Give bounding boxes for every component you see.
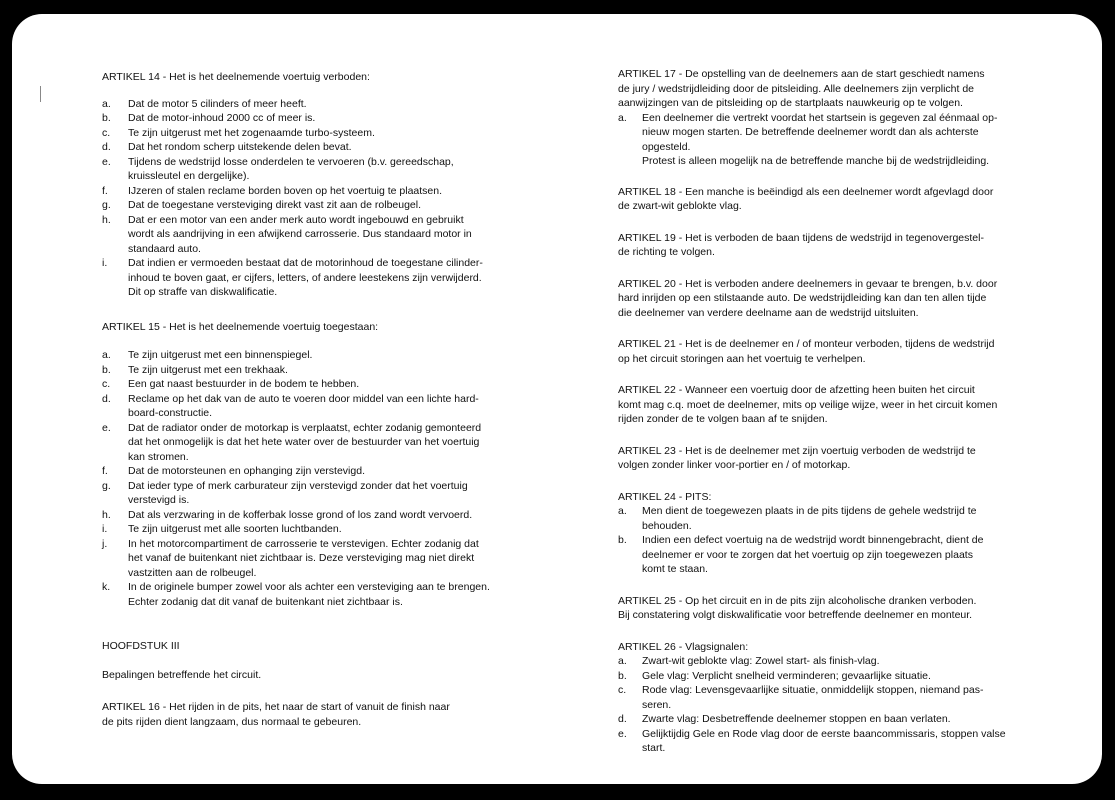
list-item bbox=[102, 537, 542, 581]
article-22: ARTIKEL 22 - Wanneer een voertuig door de afzetting heen buiten het circuit komt mag c.q. moet de deelnemer, mits op veilige wijze, weer in het circuit komen rijden zonder de te volgen baan af te snijden. bbox=[618, 384, 998, 425]
list-item-letter: h. bbox=[102, 508, 111, 521]
list-item bbox=[102, 111, 542, 126]
article-14 bbox=[102, 70, 542, 300]
margin-mark bbox=[40, 86, 41, 102]
list-item-text: Dat de radiator onder de motorkap is verplaatst, echter zodanig gemonteerd dat het onmogelijk is dat het hete water over de bestuurder van het voertuig kan stromen. bbox=[128, 421, 482, 463]
list-item-text: Zwarte vlag: Desbetreffende deelnemer stoppen en baan verlaten. bbox=[642, 713, 951, 725]
list-item-letter: c. bbox=[102, 126, 111, 139]
article-14-heading: ARTIKEL 14 - Het is het deelnemende voertuig verboden: bbox=[102, 71, 370, 83]
list-item bbox=[102, 421, 542, 465]
list-item bbox=[102, 184, 542, 199]
list-item bbox=[618, 504, 1048, 533]
article-25: ARTIKEL 25 - Op het circuit en in de pits zijn alcoholische dranken verboden. Bij constatering volgt diskwalificatie voor betreffende deelnemer en monteur. bbox=[618, 594, 977, 621]
list-item-letter: d. bbox=[102, 392, 111, 405]
article-14-list bbox=[102, 97, 542, 300]
list-item-letter: f. bbox=[102, 184, 108, 197]
list-item-text: Gelijktijdig Gele en Rode vlag door de eerste baancommissaris, stoppen valse start. bbox=[642, 727, 1006, 754]
chapter-subheading: Bepalingen betreffende het circuit. bbox=[102, 668, 262, 681]
right-column bbox=[618, 14, 1048, 770]
article-20: ARTIKEL 20 - Het is verboden andere deelnemers in gevaar te brengen, b.v. door hard inrijden op een stilstaande auto. De wedstrijdleiding kan dan ten allen tijde die deelnemer van verdere deelname aan de wedstrijd uitsluiten. bbox=[618, 277, 998, 319]
list-item-letter: a. bbox=[618, 505, 627, 517]
list-item-text: Een deelnemer die vertrekt voordat het startsein is gegeven zal éénmaal op- nieuw mogen starten. De betreffende deelnemer wordt dan als achterste opgesteld. Protest is alleen mogelijk na de betreffende manche bij de wedstrijdleiding. bbox=[642, 111, 998, 167]
list-item bbox=[102, 392, 542, 421]
list-item-text: Dat de motorsteunen en ophanging zijn verstevigd. bbox=[128, 465, 365, 477]
list-item-letter: c. bbox=[618, 684, 627, 696]
article-17 bbox=[618, 67, 1048, 169]
list-item bbox=[618, 727, 1048, 756]
list-item-letter: a. bbox=[102, 349, 111, 361]
chapter-heading: HOOFDSTUK III bbox=[102, 640, 180, 652]
list-item-text: Dat er een motor van een ander merk auto wordt ingebouwd en gebruikt wordt als aandrijving in een afwijkend carrosserie. Dus standaard motor in standaard auto. bbox=[128, 213, 472, 255]
list-item-letter: b. bbox=[102, 363, 111, 376]
list-item bbox=[102, 155, 542, 184]
document-page bbox=[12, 14, 1102, 784]
article-17-list bbox=[618, 111, 1048, 169]
list-item-text: Dat de motor 5 cilinders of meer heeft. bbox=[128, 97, 307, 110]
list-item-text: IJzeren of stalen reclame borden boven op het voertuig te plaatsen. bbox=[128, 184, 443, 197]
list-item-text: Rode vlag: Levensgevaarlijke situatie, onmiddelijk stoppen, niemand pas- seren. bbox=[642, 684, 984, 711]
list-item-letter: i. bbox=[102, 257, 108, 269]
article-24-heading: ARTIKEL 24 - PITS: bbox=[618, 490, 712, 503]
left-column bbox=[102, 14, 542, 743]
list-item-letter: j. bbox=[102, 537, 108, 550]
list-item-text: Te zijn uitgerust met een binnenspiegel. bbox=[128, 349, 313, 361]
list-item-letter: b. bbox=[618, 534, 627, 546]
article-23: ARTIKEL 23 - Het is de deelnemer met zijn voertuig verboden de wedstrijd te volgen zonder linker voor-portier en / of motorkap. bbox=[618, 444, 976, 471]
list-item bbox=[102, 363, 542, 378]
list-item bbox=[102, 140, 542, 155]
list-item bbox=[102, 126, 542, 141]
list-item bbox=[618, 712, 1048, 727]
list-item-letter: e. bbox=[102, 421, 111, 434]
article-15 bbox=[102, 320, 542, 610]
list-item bbox=[102, 97, 542, 112]
list-item-text: Dat ieder type of merk carburateur zijn verstevigd zonder dat het voertuig verstevigd is. bbox=[128, 479, 468, 506]
list-item-letter: a. bbox=[102, 97, 111, 110]
list-item-text: Te zijn uitgerust met alle soorten luchtbanden. bbox=[128, 523, 342, 535]
list-item-text: Te zijn uitgerust met het zogenaamde turbo-systeem. bbox=[128, 126, 375, 139]
list-item-text: Zwart-wit geblokte vlag: Zowel start- als finish-vlag. bbox=[642, 655, 880, 667]
article-15-heading: ARTIKEL 15 - Het is het deelnemende voertuig toegestaan: bbox=[102, 320, 379, 333]
list-item bbox=[102, 508, 542, 523]
list-item-text: Dat de motor-inhoud 2000 cc of meer is. bbox=[128, 112, 316, 124]
list-item-text: Dat het rondom scherp uitstekende delen bevat. bbox=[128, 141, 352, 153]
list-item-text: Een gat naast bestuurder in de bodem te hebben. bbox=[128, 378, 360, 390]
article-15-list bbox=[102, 348, 542, 609]
article-26 bbox=[618, 640, 1048, 756]
list-item bbox=[618, 654, 1048, 669]
list-item-text: Indien een defect voertuig na de wedstrijd wordt binnengebracht, dient de deelnemer er voor te zorgen dat het voertuig op zijn toegewezen plaats komt te staan. bbox=[642, 534, 984, 575]
list-item-text: In de originele bumper zowel voor als achter een versteviging aan te brengen. Echter zodanig dat dit vanaf de buitenkant niet zichtbaar is. bbox=[128, 581, 490, 608]
list-item bbox=[618, 669, 1048, 684]
list-item-letter: g. bbox=[102, 479, 111, 492]
list-item-letter: i. bbox=[102, 523, 108, 535]
list-item-letter: b. bbox=[618, 669, 627, 682]
article-21: ARTIKEL 21 - Het is de deelnemer en / of monteur verboden, tijdens de wedstrijd op het circuit storingen aan het voertuig te verhelpen. bbox=[618, 338, 995, 365]
list-item bbox=[102, 256, 542, 300]
list-item-letter: d. bbox=[102, 141, 111, 153]
list-item-text: Reclame op het dak van de auto te voeren door middel van een lichte hard- board-constructie. bbox=[128, 392, 479, 419]
list-item bbox=[102, 198, 542, 213]
list-item bbox=[102, 479, 542, 508]
list-item-letter: k. bbox=[102, 581, 111, 593]
article-24 bbox=[618, 490, 1048, 577]
list-item-text: Te zijn uitgerust met een trekhaak. bbox=[128, 363, 288, 376]
article-26-heading: ARTIKEL 26 - Vlagsignalen: bbox=[618, 640, 749, 653]
list-item bbox=[102, 213, 542, 257]
list-item bbox=[102, 348, 542, 363]
list-item-letter: g. bbox=[102, 199, 111, 211]
list-item-letter: h. bbox=[102, 213, 111, 226]
list-item bbox=[102, 580, 542, 609]
list-item bbox=[618, 533, 1048, 577]
article-18: ARTIKEL 18 - Een manche is beëindigd als een deelnemer wordt afgevlagd door de zwart-wit geblokte vlag. bbox=[618, 185, 994, 212]
list-item-letter: c. bbox=[102, 378, 111, 390]
list-item-text: Dat indien er vermoeden bestaat dat de motorinhoud de toegestane cilinder- inhoud te boven gaat, er cijfers, letters, of andere leestekens zijn verwijderd. Dit op straffe van diskwalificatie. bbox=[128, 257, 483, 298]
article-19: ARTIKEL 19 - Het is verboden de baan tijdens de wedstrijd in tegenovergestel- de richting te volgen. bbox=[618, 231, 984, 258]
article-26-list bbox=[618, 654, 1048, 756]
list-item bbox=[102, 464, 542, 479]
list-item bbox=[618, 111, 1048, 169]
list-item-letter: b. bbox=[102, 112, 111, 124]
list-item-text: Men dient de toegewezen plaats in de pits tijdens de gehele wedstrijd te behouden. bbox=[642, 505, 977, 532]
list-item-text: In het motorcompartiment de carrosserie te verstevigen. Echter zodanig dat het vanaf de buitenkant niet zichtbaar is. Deze versteviging mag niet direkt vastzitten aan de rolbeugel. bbox=[128, 537, 479, 579]
list-item-text: Gele vlag: Verplicht snelheid verminderen; gevaarlijke situatie. bbox=[642, 669, 931, 682]
list-item-letter: e. bbox=[102, 155, 111, 168]
list-item-letter: f. bbox=[102, 465, 108, 477]
list-item bbox=[102, 522, 542, 537]
list-item-letter: a. bbox=[618, 655, 627, 667]
article-16: ARTIKEL 16 - Het rijden in de pits, het naar de start of vanuit de finish naar de pits rijden dient langzaam, dus normaal te gebeuren. bbox=[102, 701, 450, 728]
list-item bbox=[102, 377, 542, 392]
list-item-letter: e. bbox=[618, 727, 627, 740]
article-17-text: ARTIKEL 17 - De opstelling van de deelnemers aan de start geschiedt namens de jury / wedstrijdleiding door de pitsleiding. Alle deelnemers zijn verplicht de aanwijzingen van de pitsleiding op de startplaats nauwkeurig op te volgen. bbox=[618, 68, 985, 109]
article-24-list bbox=[618, 504, 1048, 577]
list-item-letter: a. bbox=[618, 111, 627, 124]
list-item-text: Tijdens de wedstrijd losse onderdelen te vervoeren (b.v. gereedschap, kruissleutel en dergelijke). bbox=[128, 155, 454, 182]
list-item-letter: d. bbox=[618, 713, 627, 725]
list-item-text: Dat de toegestane versteviging direkt vast zit aan de rolbeugel. bbox=[128, 199, 422, 211]
list-item bbox=[618, 683, 1048, 712]
list-item-text: Dat als verzwaring in de kofferbak losse grond of los zand wordt vervoerd. bbox=[128, 508, 473, 521]
